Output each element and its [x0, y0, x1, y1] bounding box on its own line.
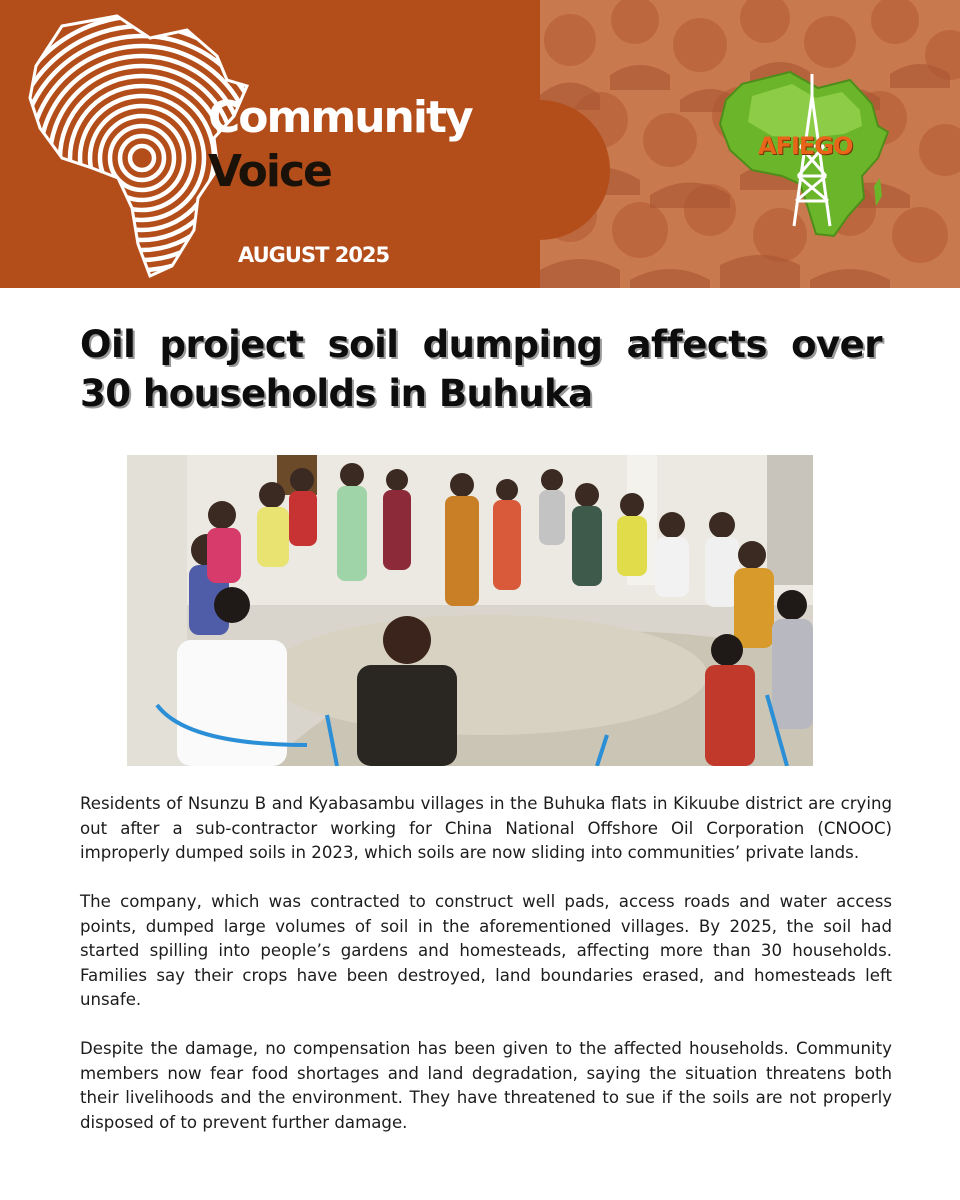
community-meeting-photo: [127, 455, 813, 766]
article-paragraph: Despite the damage, no compensation has been given to the affected households. Community members now fear food shortages and land degradation, saying the situation threatens both their livelihoods and the environment. They have threatened to sue if the soils are not properly disposed of to prevent further damage.: [80, 1039, 892, 1132]
afiego-logo: [712, 66, 890, 240]
article-headline: Oil project soil dumping affects over 30 households in Buhuka: [80, 323, 882, 415]
article-body: [80, 792, 892, 1160]
issue-date: AUGUST 2025: [238, 243, 390, 267]
newsletter-title-line2: Voice: [208, 146, 331, 197]
newsletter-title-line1: Community: [208, 92, 472, 143]
afiego-logo-text: AFIEGO: [758, 132, 853, 160]
article-paragraph: Residents of Nsunzu B and Kyabasambu villages in the Buhuka flats in Kikuube district are crying out after a sub-contractor working for China National Offshore Oil Corporation (CNOOC) improperly dumped soils in 2023, which soils are now sliding into communities’ private lands.: [80, 794, 892, 862]
header-banner: [0, 0, 960, 288]
article-paragraph: The company, which was contracted to construct well pads, access roads and water access points, dumped large volumes of soil in the aforementioned villages. By 2025, the soil had started spilling into people’s gardens and homesteads, affecting more than 30 households. Families say their crops have been destroyed, land boundaries erased, and homesteads left unsafe.: [80, 892, 892, 1009]
